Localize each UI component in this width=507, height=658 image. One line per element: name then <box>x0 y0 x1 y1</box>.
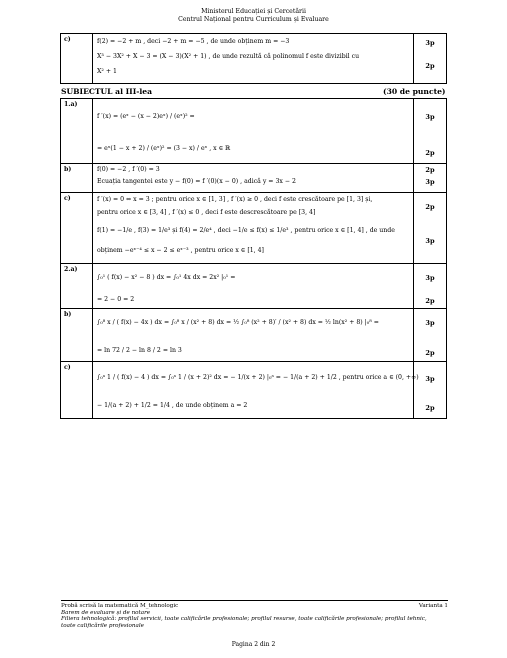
solution-line: obținem −eˣ⁻⁴ ≤ x − 2 ≤ eˣ⁻³ , pentru orice x ∈ [1, 4] <box>97 247 264 254</box>
section-score: (30 de puncte) <box>383 87 446 96</box>
sub3-table <box>60 98 447 419</box>
item-points <box>414 164 447 193</box>
solution-line: pentru orice x ∈ [3, 4] , f ′(x) ≤ 0 , deci f este descrescătoare pe [3, 4] <box>97 209 316 216</box>
item-solution <box>93 362 419 419</box>
item-points <box>414 264 447 309</box>
item-points <box>414 193 447 264</box>
points-value: 3p <box>425 319 435 327</box>
points-value: 2p <box>425 297 435 305</box>
table-row <box>61 193 447 264</box>
solution-line: − 1/(a + 2) + 1/2 = 1/4 , de unde obținem a = 2 <box>97 402 248 409</box>
item-points <box>414 309 447 362</box>
item-solution <box>93 264 414 309</box>
solution-line: ∫₀¹ ( f(x) − x² − 8 ) dx = ∫₀¹ 4x dx = 2x² |₀¹ = <box>97 274 236 281</box>
points-value: 3p <box>425 178 435 186</box>
footer-barem: Barem de evaluare și de notare <box>61 609 151 616</box>
header-ministry: Ministerul Educației și Cercetării <box>201 8 306 15</box>
item-label: 2.a) <box>61 264 93 309</box>
footer-filiera-cont: toate calificările profesionale <box>61 622 144 629</box>
points-value: 2p <box>425 62 435 70</box>
solution-line: ∫₀ᵃ 1 / ( f(x) − 4 ) dx = ∫₀ᵃ 1 / (x + 2)² dx = − 1/(x + 2) |₀ᵃ = − 1/(a + 2) + 1/2 , pentru orice a ∈ (0, +∞) <box>97 374 419 381</box>
points-value: 3p <box>425 274 435 282</box>
solution-line: f ′(x) = 0 ⇔ x = 3 ; pentru orice x ∈ [1, 3] , f ′(x) ≥ 0 , deci f este crescătoare pe [1, 3] și, <box>97 196 373 203</box>
item-label: c) <box>61 34 93 84</box>
solution-line: f ′(x) = (eˣ − (x − 2)eˣ) / (eˣ)² = <box>97 113 195 120</box>
item-points <box>414 34 447 84</box>
points-value: 3p <box>425 39 435 47</box>
solution-line: X³ − 3X² + X − 3 = (X − 3)(X² + 1) , de unde rezultă că polinomul f este divizibil cu <box>97 53 360 60</box>
sub2-table <box>60 33 447 84</box>
item-points <box>414 362 447 419</box>
page-number: Pagina 2 din 2 <box>231 641 276 648</box>
table-row <box>61 34 447 84</box>
item-solution <box>93 99 414 164</box>
item-solution <box>93 309 414 362</box>
item-solution <box>93 164 414 193</box>
solution-line: Ecuația tangentei este y − f(0) = f ′(0)(x − 0) , adică y = 3x − 2 <box>97 178 296 185</box>
solution-line: f(0) = −2 , f ′(0) = 3 <box>97 166 160 173</box>
table-row <box>61 164 447 193</box>
points-value: 3p <box>425 375 435 383</box>
item-points <box>414 99 447 164</box>
solution-line: f(1) = −1/e , f(3) = 1/e³ și f(4) = 2/e⁴ , deci −1/e ≤ f(x) ≤ 1/e³ , pentru orice x ∈ [1, 4] , de unde <box>97 227 395 234</box>
points-value: 3p <box>425 113 435 121</box>
footer-exam: Probă scrisă la matematică M_tehnologic <box>61 603 179 609</box>
points-value: 2p <box>425 149 435 157</box>
points-value: 2p <box>425 404 435 412</box>
solution-line: X² + 1 <box>97 68 117 75</box>
footer-variant: Varianta 1 <box>418 603 448 609</box>
points-value: 2p <box>425 349 435 357</box>
solution-line: = ln 72 / 2 − ln 8 / 2 = ln 3 <box>97 347 182 354</box>
item-label: c) <box>61 362 93 419</box>
header-center: Centrul Național pentru Curriculum și Evaluare <box>178 16 329 23</box>
points-value: 3p <box>425 237 435 245</box>
table-row <box>61 309 447 362</box>
item-label: b) <box>61 164 93 193</box>
footer-rule <box>61 600 448 601</box>
solution-line: = 2 − 0 = 2 <box>97 296 135 303</box>
points-value: 2p <box>425 166 435 174</box>
table-row <box>61 264 447 309</box>
item-label: b) <box>61 309 93 362</box>
solution-line: f(2) = −2 + m , deci −2 + m = −5 , de unde obținem m = −3 <box>97 38 290 45</box>
footer-row <box>61 603 448 610</box>
solution-line: = eˣ(1 − x + 2) / (eˣ)² = (3 − x) / eˣ , x ∈ ℝ <box>97 145 231 152</box>
item-solution <box>93 34 414 84</box>
solution-line: ∫₀⁸ x / ( f(x) − 4x ) dx = ∫₀⁸ x / (x² + 8) dx = ½ ∫₀⁸ (x² + 8)′ / (x² + 8) dx = ½ ln(x² + 8) |₀⁸ = <box>97 319 379 326</box>
footer-filiera: Filiera tehnologică: profilul servicii, toate calificările profesionale; profilul resurse, toate calificările profesionale; profilul tehnic, <box>61 616 427 623</box>
footer <box>61 603 448 629</box>
section-title: SUBIECTUL al III-lea <box>61 87 153 96</box>
table-row <box>61 362 447 419</box>
item-label: 1.a) <box>61 99 93 164</box>
table-row <box>61 99 447 164</box>
points-value: 2p <box>425 203 435 211</box>
item-solution <box>93 193 414 264</box>
item-label: c) <box>61 193 93 264</box>
